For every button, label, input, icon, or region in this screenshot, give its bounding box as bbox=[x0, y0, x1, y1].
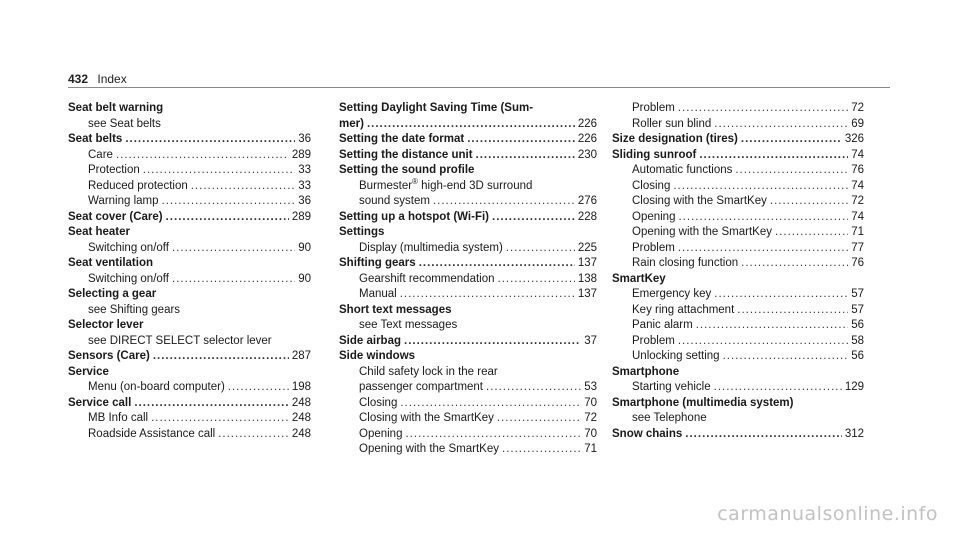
dot-leader bbox=[404, 334, 581, 350]
entry-text: Snow chains bbox=[612, 427, 683, 440]
dot-leader bbox=[151, 411, 289, 427]
index-subentry bbox=[68, 380, 311, 396]
entry-text: Switching on/off bbox=[88, 241, 169, 254]
index-entry bbox=[68, 365, 311, 381]
entry-text: Setting Daylight Saving Time (Sum- bbox=[339, 102, 534, 114]
index-entry bbox=[612, 396, 864, 412]
entry-text: Problem bbox=[632, 241, 675, 254]
index-entry bbox=[68, 210, 311, 226]
dot-leader bbox=[476, 148, 575, 164]
entry-text: Smartphone (multimedia system) bbox=[612, 396, 794, 409]
entry-text: Service bbox=[68, 365, 109, 378]
page-reference: 230 bbox=[577, 148, 597, 161]
index-entry bbox=[68, 396, 311, 412]
page-reference: 129 bbox=[844, 381, 864, 393]
dot-leader bbox=[735, 163, 848, 179]
index-entry bbox=[68, 225, 311, 241]
index-subentry bbox=[612, 380, 864, 396]
page-reference: 74 bbox=[851, 179, 864, 192]
page-reference: 137 bbox=[577, 288, 597, 300]
index-entry bbox=[339, 349, 597, 365]
page-reference: 226 bbox=[577, 117, 597, 130]
page-reference: 70 bbox=[584, 427, 597, 440]
dot-leader bbox=[737, 303, 848, 319]
dot-leader bbox=[486, 380, 581, 396]
index-entry bbox=[68, 349, 311, 365]
index-subentry bbox=[339, 396, 597, 412]
index-subentry bbox=[612, 241, 864, 257]
entry-text: Closing bbox=[359, 396, 398, 409]
index-subentry bbox=[68, 241, 311, 257]
entry-text: passenger compartment bbox=[359, 381, 484, 393]
entry-text: Gearshift recommendation bbox=[359, 272, 495, 285]
entry-text: Child safety lock in the rear bbox=[359, 365, 498, 378]
page-reference: 56 bbox=[851, 350, 864, 362]
page-reference: 76 bbox=[851, 257, 864, 269]
page-reference: 138 bbox=[577, 272, 597, 285]
page-reference: 74 bbox=[851, 210, 864, 223]
dot-leader bbox=[191, 179, 295, 195]
page-reference: 71 bbox=[584, 443, 597, 455]
entry-text: Roller sun blind bbox=[632, 117, 712, 130]
entry-text: Setting the sound profile bbox=[339, 164, 475, 176]
entry-text: Switching on/off bbox=[88, 272, 169, 285]
page-reference: 326 bbox=[844, 133, 864, 145]
page-reference: 248 bbox=[291, 427, 311, 440]
page-reference: 72 bbox=[584, 412, 597, 424]
entry-text: Seat cover (Care) bbox=[68, 210, 163, 223]
index-subentry bbox=[68, 163, 311, 179]
dot-leader bbox=[714, 117, 848, 133]
dot-leader bbox=[143, 163, 295, 179]
dot-leader bbox=[125, 132, 295, 148]
entry-text: mer) bbox=[339, 117, 364, 130]
dot-leader bbox=[153, 349, 289, 365]
dot-leader bbox=[714, 380, 842, 396]
index-column-3 bbox=[612, 101, 864, 442]
entry-text: Seat heater bbox=[68, 226, 131, 238]
index-entry bbox=[68, 101, 311, 117]
index-subentry bbox=[612, 411, 864, 427]
page-reference: 289 bbox=[291, 210, 311, 223]
entry-text: Problem bbox=[632, 334, 675, 347]
index-subentry bbox=[339, 365, 597, 381]
index-subentry bbox=[339, 194, 597, 210]
index-entry bbox=[339, 225, 597, 241]
entry-text: Starting vehicle bbox=[632, 381, 711, 393]
dot-leader bbox=[172, 272, 295, 288]
page-reference: 36 bbox=[298, 133, 311, 145]
dot-leader bbox=[741, 256, 848, 272]
dot-leader bbox=[433, 194, 575, 210]
entry-text: Selecting a gear bbox=[68, 288, 157, 300]
index-subentry bbox=[68, 303, 311, 319]
dot-leader bbox=[775, 225, 848, 241]
index-subentry bbox=[68, 117, 311, 133]
index-subentry bbox=[339, 427, 597, 443]
entry-text: Closing with the SmartKey bbox=[359, 412, 494, 424]
index-entry bbox=[339, 334, 597, 350]
page-reference: 33 bbox=[298, 179, 311, 192]
page-reference: 198 bbox=[291, 381, 311, 393]
dot-leader bbox=[699, 148, 848, 164]
dot-leader bbox=[678, 241, 848, 257]
index-subentry bbox=[612, 117, 864, 133]
dot-leader bbox=[116, 148, 289, 164]
entry-text: sound system bbox=[359, 195, 430, 207]
index-subentry bbox=[612, 210, 864, 226]
page-reference: 37 bbox=[584, 334, 597, 347]
page-reference: 58 bbox=[851, 334, 864, 347]
entry-text: Side windows bbox=[339, 350, 416, 362]
dot-leader bbox=[506, 241, 575, 257]
page-reference: 90 bbox=[298, 241, 311, 254]
entry-text: Size designation (tires) bbox=[612, 133, 738, 145]
index-subentry bbox=[68, 411, 311, 427]
dot-leader bbox=[400, 287, 575, 303]
index-entry bbox=[339, 256, 597, 272]
dot-leader bbox=[166, 210, 289, 226]
page-reference: 289 bbox=[291, 148, 311, 161]
page-reference: 226 bbox=[577, 133, 597, 145]
dot-leader bbox=[696, 318, 848, 334]
page-reference: 137 bbox=[577, 257, 597, 269]
entry-text: Warning lamp bbox=[88, 195, 159, 207]
entry-text: Rain closing function bbox=[632, 257, 739, 269]
entry-text: Selector lever bbox=[68, 319, 144, 331]
index-entry bbox=[612, 427, 864, 443]
entry-text: Problem bbox=[632, 102, 675, 114]
entry-text: Closing bbox=[632, 179, 671, 192]
entry-text: Side airbag bbox=[339, 334, 401, 347]
page-reference: 69 bbox=[851, 117, 864, 130]
dot-leader bbox=[172, 241, 295, 257]
entry-text: MB Info call bbox=[88, 412, 149, 424]
index-entry bbox=[612, 132, 864, 148]
page-reference: 36 bbox=[298, 195, 311, 207]
dot-leader bbox=[162, 194, 296, 210]
entry-text: Burmester® high-end 3D surround bbox=[359, 176, 533, 192]
dot-leader bbox=[497, 411, 581, 427]
index-subentry bbox=[612, 256, 864, 272]
header-divider bbox=[68, 87, 890, 88]
entry-text: Service call bbox=[68, 396, 132, 409]
page-reference: 70 bbox=[584, 396, 597, 409]
registered-mark: ® bbox=[412, 176, 418, 186]
index-subentry bbox=[612, 334, 864, 350]
page-reference: 56 bbox=[851, 319, 864, 331]
entry-text: Unlocking setting bbox=[632, 350, 720, 362]
dot-leader bbox=[218, 427, 289, 443]
entry-text: Menu (on-board computer) bbox=[88, 381, 225, 393]
dot-leader bbox=[723, 349, 849, 365]
index-subentry bbox=[339, 411, 597, 427]
entry-text: Seat belt warning bbox=[68, 102, 164, 114]
entry-text: Protection bbox=[88, 164, 140, 176]
page-reference: 276 bbox=[577, 195, 597, 207]
dot-leader bbox=[770, 194, 848, 210]
index-entry bbox=[339, 303, 597, 319]
page-reference: 312 bbox=[844, 427, 864, 440]
index-entry bbox=[612, 148, 864, 164]
watermark-text: carmanualsonline.info bbox=[717, 503, 938, 525]
index-subentry bbox=[339, 380, 597, 396]
entry-text: Short text messages bbox=[339, 303, 452, 316]
entry-text: Automatic functions bbox=[632, 164, 733, 176]
index-subentry bbox=[612, 349, 864, 365]
entry-text: Setting the date format bbox=[339, 133, 465, 145]
entry-text: Opening with the SmartKey bbox=[632, 226, 772, 238]
dot-leader bbox=[678, 210, 848, 226]
dot-leader bbox=[685, 427, 842, 443]
page-reference: 72 bbox=[851, 102, 864, 114]
entry-text: Emergency key bbox=[632, 288, 712, 300]
index-subentry bbox=[339, 287, 597, 303]
index-entry bbox=[339, 132, 597, 148]
dot-leader bbox=[467, 132, 575, 148]
entry-text: Closing with the SmartKey bbox=[632, 195, 767, 207]
index-subentry bbox=[612, 225, 864, 241]
entry-text: Key ring attachment bbox=[632, 303, 735, 316]
dot-leader bbox=[134, 396, 289, 412]
entry-text: Setting the distance unit bbox=[339, 148, 473, 161]
entry-text: Reduced protection bbox=[88, 179, 188, 192]
section-title: Index bbox=[97, 72, 127, 86]
index-subentry bbox=[612, 287, 864, 303]
dot-leader bbox=[400, 396, 581, 412]
index-subentry bbox=[339, 442, 597, 458]
page-reference: 57 bbox=[851, 288, 864, 300]
entry-text: Setting up a hotspot (Wi-Fi) bbox=[339, 210, 490, 223]
page-reference: 74 bbox=[851, 148, 864, 161]
entry-text: Opening bbox=[632, 210, 676, 223]
page-reference: 287 bbox=[291, 350, 311, 362]
entry-text: see Text messages bbox=[359, 319, 458, 331]
entry-text: SmartKey bbox=[612, 272, 666, 285]
index-entry bbox=[339, 210, 597, 226]
index-column-1 bbox=[68, 101, 311, 442]
page-reference: 53 bbox=[584, 381, 597, 393]
dot-leader bbox=[678, 334, 848, 350]
dot-leader bbox=[228, 380, 289, 396]
index-column-2 bbox=[339, 101, 597, 458]
index-subentry bbox=[339, 176, 597, 195]
entry-text: Seat ventilation bbox=[68, 257, 153, 269]
index-subentry bbox=[68, 272, 311, 288]
entry-text: Care bbox=[88, 148, 113, 161]
entry-text: Opening bbox=[359, 427, 403, 440]
page-reference: 72 bbox=[851, 195, 864, 207]
entry-text: Smartphone bbox=[612, 365, 680, 378]
index-subentry bbox=[612, 101, 864, 117]
dot-leader bbox=[678, 101, 848, 117]
index-entry bbox=[68, 256, 311, 272]
index-entry bbox=[339, 148, 597, 164]
index-subentry bbox=[612, 179, 864, 195]
index-subentry bbox=[612, 194, 864, 210]
page-number: 432 bbox=[68, 72, 89, 86]
page-reference: 248 bbox=[291, 396, 311, 409]
entry-text: Roadside Assistance call bbox=[88, 427, 216, 440]
index-entry bbox=[612, 272, 864, 288]
dot-leader bbox=[498, 272, 575, 288]
index-subentry bbox=[339, 272, 597, 288]
entry-text: see Shifting gears bbox=[88, 303, 181, 316]
page-reference: 228 bbox=[577, 210, 597, 223]
entry-text: see Telephone bbox=[632, 412, 707, 424]
page-reference: 248 bbox=[291, 412, 311, 424]
dot-leader bbox=[673, 179, 848, 195]
entry-text: see DIRECT SELECT selector lever bbox=[88, 334, 272, 347]
entry-text: Settings bbox=[339, 226, 385, 238]
index-entry bbox=[68, 318, 311, 334]
page-reference: 57 bbox=[851, 303, 864, 316]
dot-leader bbox=[741, 132, 842, 148]
page-reference: 77 bbox=[851, 241, 864, 254]
index-subentry bbox=[612, 303, 864, 319]
dot-leader bbox=[502, 442, 581, 458]
page-reference: 33 bbox=[298, 164, 311, 176]
dot-leader bbox=[714, 287, 848, 303]
index-subentry bbox=[68, 179, 311, 195]
index-entry bbox=[339, 101, 597, 117]
index-entry bbox=[68, 287, 311, 303]
dot-leader bbox=[367, 117, 575, 133]
dot-leader bbox=[405, 427, 581, 443]
entry-text: Panic alarm bbox=[632, 319, 693, 331]
index-subentry bbox=[339, 241, 597, 257]
page-reference: 71 bbox=[851, 226, 864, 238]
entry-text: Sliding sunroof bbox=[612, 148, 697, 161]
page-header bbox=[68, 72, 127, 86]
page-reference: 225 bbox=[577, 241, 597, 254]
entry-text: Display (multimedia system) bbox=[359, 241, 503, 254]
entry-text: Manual bbox=[359, 288, 397, 300]
page-reference: 90 bbox=[298, 272, 311, 285]
page-reference: 76 bbox=[851, 164, 864, 176]
index-subentry bbox=[68, 194, 311, 210]
index-subentry bbox=[68, 427, 311, 443]
index-entry bbox=[612, 365, 864, 381]
index-subentry bbox=[68, 334, 311, 350]
index-subentry bbox=[339, 318, 597, 334]
entry-text: Opening with the SmartKey bbox=[359, 443, 499, 455]
entry-text: see Seat belts bbox=[88, 117, 161, 130]
index-entry bbox=[339, 117, 597, 133]
dot-leader bbox=[492, 210, 575, 226]
index-entry bbox=[339, 163, 597, 179]
entry-text: Seat belts bbox=[68, 133, 123, 145]
dot-leader bbox=[419, 256, 575, 272]
entry-text: Shifting gears bbox=[339, 257, 416, 269]
index-entry bbox=[68, 132, 311, 148]
index-subentry bbox=[612, 318, 864, 334]
index-subentry bbox=[68, 148, 311, 164]
entry-text: Sensors (Care) bbox=[68, 350, 150, 362]
index-subentry bbox=[612, 163, 864, 179]
